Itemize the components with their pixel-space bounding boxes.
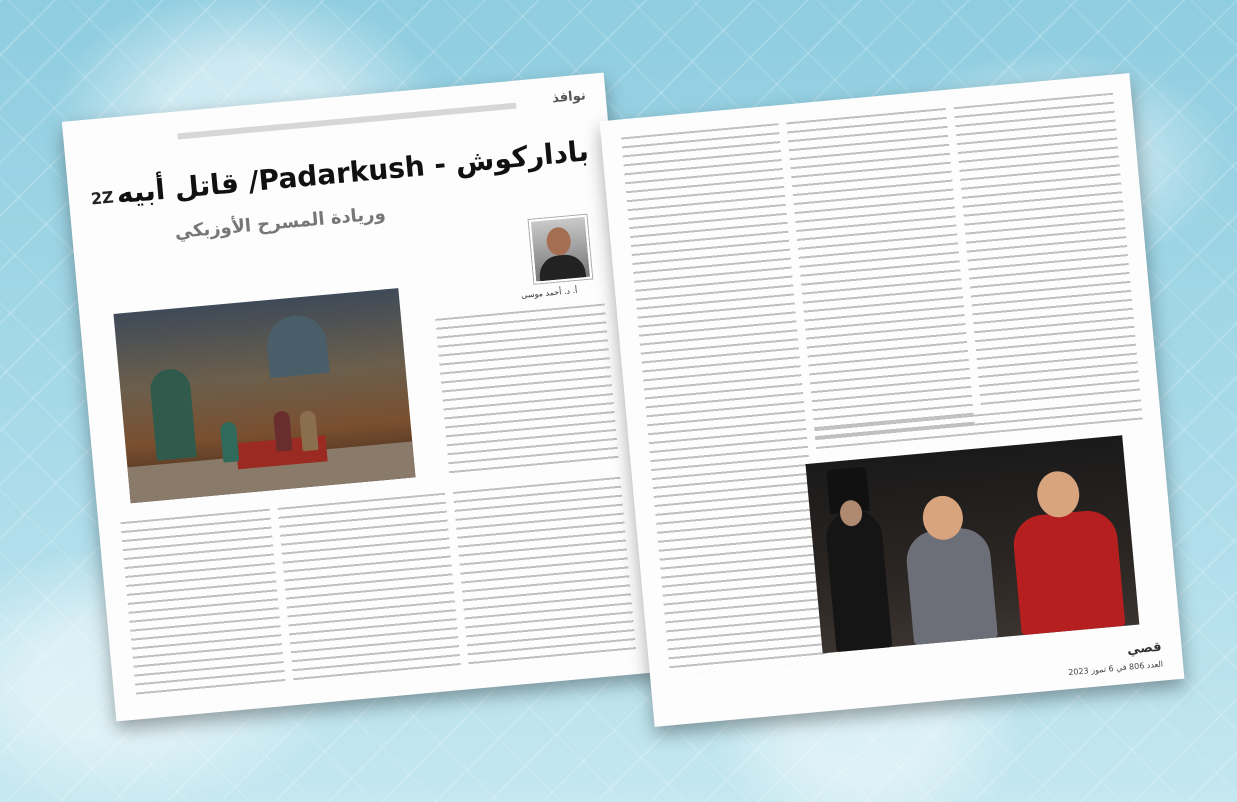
article-subhead: وريادة المسرح الأوزبكي bbox=[173, 202, 387, 244]
article-headline: بادارکوش - Padarkush/ قاتل أبيه bbox=[115, 134, 591, 211]
issue-footer: العدد 806 في 6 تموز 2023 bbox=[1067, 659, 1164, 678]
section-label: نوافذ bbox=[551, 88, 587, 107]
section-divider bbox=[177, 103, 516, 140]
article-text-column-1 bbox=[435, 303, 619, 478]
article-text-column-6 bbox=[786, 108, 974, 441]
page-number: 2Z bbox=[90, 187, 115, 209]
author-byline: أ. د. أحمد موسى bbox=[520, 285, 578, 300]
article-text-column-5 bbox=[954, 93, 1141, 406]
magazine-page-left bbox=[62, 73, 658, 722]
actors-photo bbox=[805, 435, 1139, 653]
author-photo bbox=[529, 215, 593, 284]
theatre-stage-photo bbox=[113, 288, 415, 503]
article-text-column-4 bbox=[120, 509, 286, 700]
article-text-column-3 bbox=[278, 493, 461, 685]
magazine-logo: قصي bbox=[1126, 639, 1163, 658]
magazine-page-right bbox=[600, 73, 1185, 727]
article-text-column-2 bbox=[453, 477, 636, 669]
